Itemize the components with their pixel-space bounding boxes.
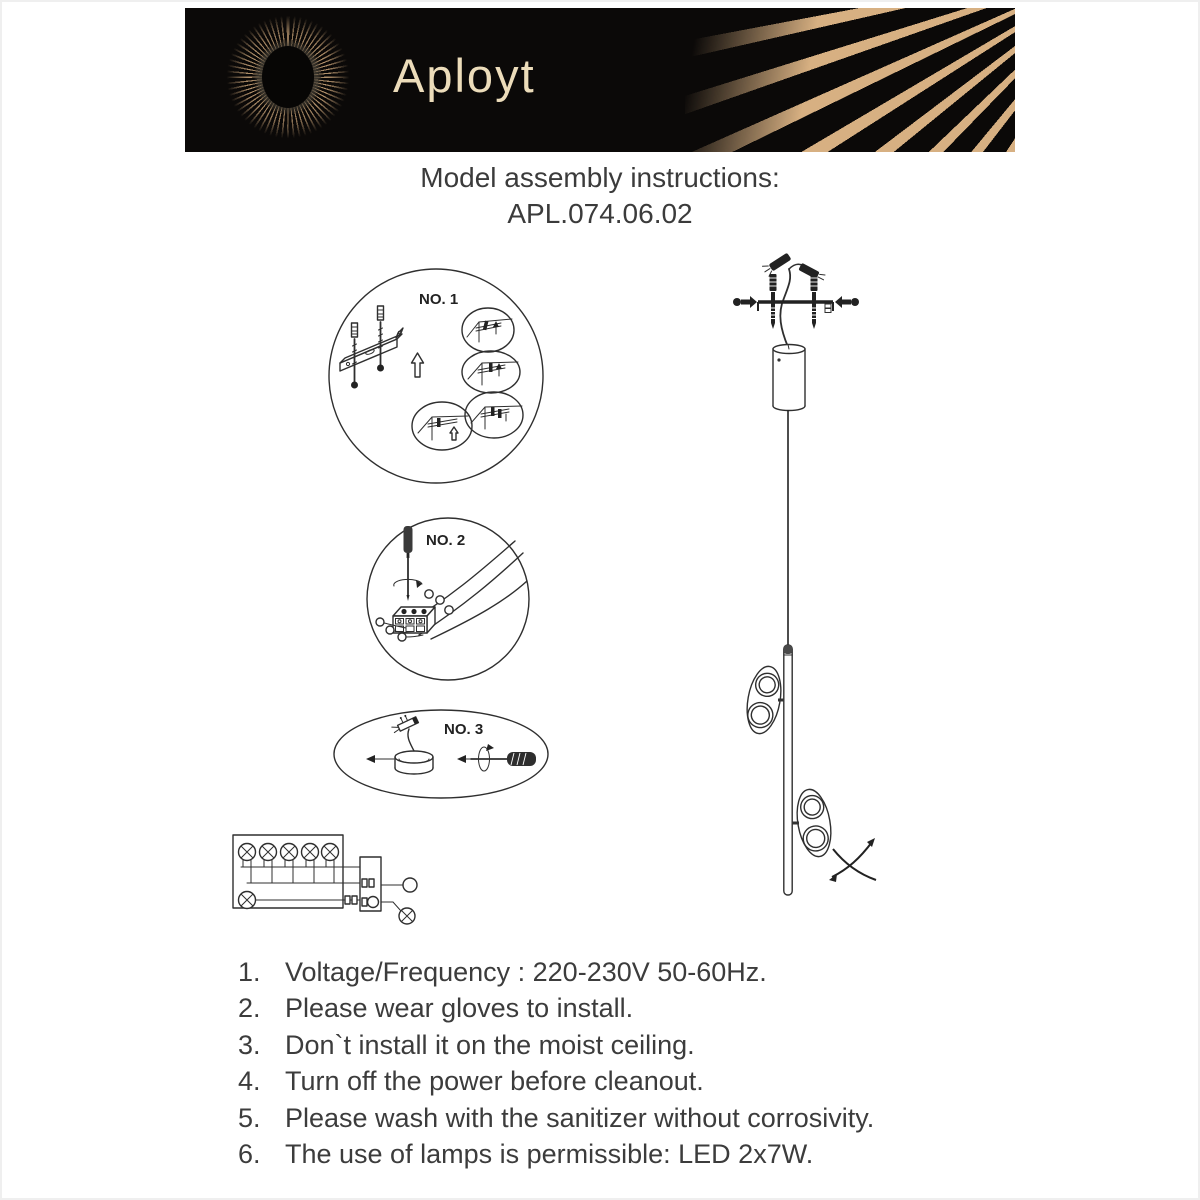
rotation-arrow-icon (829, 838, 876, 882)
lamp-rod (784, 645, 792, 895)
title-model-code: APL.074.06.02 (507, 198, 693, 229)
item-text: Please wash with the sanitizer without corrosivity. (285, 1102, 875, 1133)
pendant-lamp-illustration (722, 248, 892, 908)
diagram-step1 (326, 262, 546, 488)
item-number: 4. (238, 1066, 261, 1097)
item-number: 2. (238, 993, 261, 1024)
right-anchor-screw (377, 306, 384, 372)
diagram-step3 (331, 707, 551, 803)
diagram1-label: NO. 1 (419, 291, 459, 308)
corner-rays-icon (685, 8, 1015, 152)
instruction-item (238, 954, 1038, 990)
wiring-schematic (223, 823, 428, 933)
detail-view-a (462, 308, 514, 352)
instruction-item (238, 1027, 1038, 1063)
detail-view-d (412, 402, 472, 450)
item-text: Please wear gloves to install. (285, 993, 634, 1024)
horizontal-screwdriver-drawing (471, 744, 536, 771)
instruction-item (238, 1063, 1038, 1099)
detail-view-c (465, 392, 523, 438)
terminal-block-drawing (393, 607, 435, 633)
driver-box (360, 857, 381, 911)
sunburst-logo-icon (224, 13, 352, 141)
item-number: 3. (238, 1029, 261, 1060)
title-line-1: Model assembly instructions: (420, 162, 780, 193)
item-number: 1. (238, 957, 261, 987)
item-text: Turn off the power before cleanout. (285, 1066, 704, 1097)
right-arrow-icon (457, 755, 471, 763)
canopy-cylinder (773, 345, 805, 411)
diagram2-label: NO. 2 (426, 532, 466, 549)
outputs (381, 878, 417, 924)
diagram3-label: NO. 3 (444, 721, 484, 738)
up-arrow-icon (412, 353, 424, 377)
bus-lines (241, 860, 360, 884)
instructions-list (238, 954, 1038, 1172)
brand-banner (185, 8, 1015, 152)
left-arrow-icon (366, 755, 394, 763)
page-title (0, 160, 1200, 232)
ceiling-bracket (733, 274, 859, 329)
brand-name: Aployt (393, 49, 536, 102)
item-text: Voltage/Frequency : 220-230V 50-60Hz. (285, 957, 767, 987)
instruction-item (238, 1136, 1038, 1172)
item-number: 5. (238, 1102, 261, 1133)
instruction-item (238, 1100, 1038, 1136)
diagram-step2 (363, 515, 535, 683)
item-text: Don`t install it on the moist ceiling. (285, 1029, 695, 1060)
lamp-symbols-row (239, 844, 339, 861)
screwdriver-drawing (394, 526, 422, 601)
item-text: The use of lamps is permissible: LED 2x7W. (285, 1139, 814, 1170)
bottom-left-lamp (239, 892, 361, 909)
canopy-cup-drawing (395, 751, 433, 774)
detail-view-b (462, 351, 520, 393)
mount-screws (771, 292, 816, 329)
mounting-bracket-drawing (340, 328, 403, 371)
instruction-item (238, 990, 1038, 1026)
canopy-wire (408, 729, 414, 751)
item-number: 6. (238, 1139, 261, 1170)
